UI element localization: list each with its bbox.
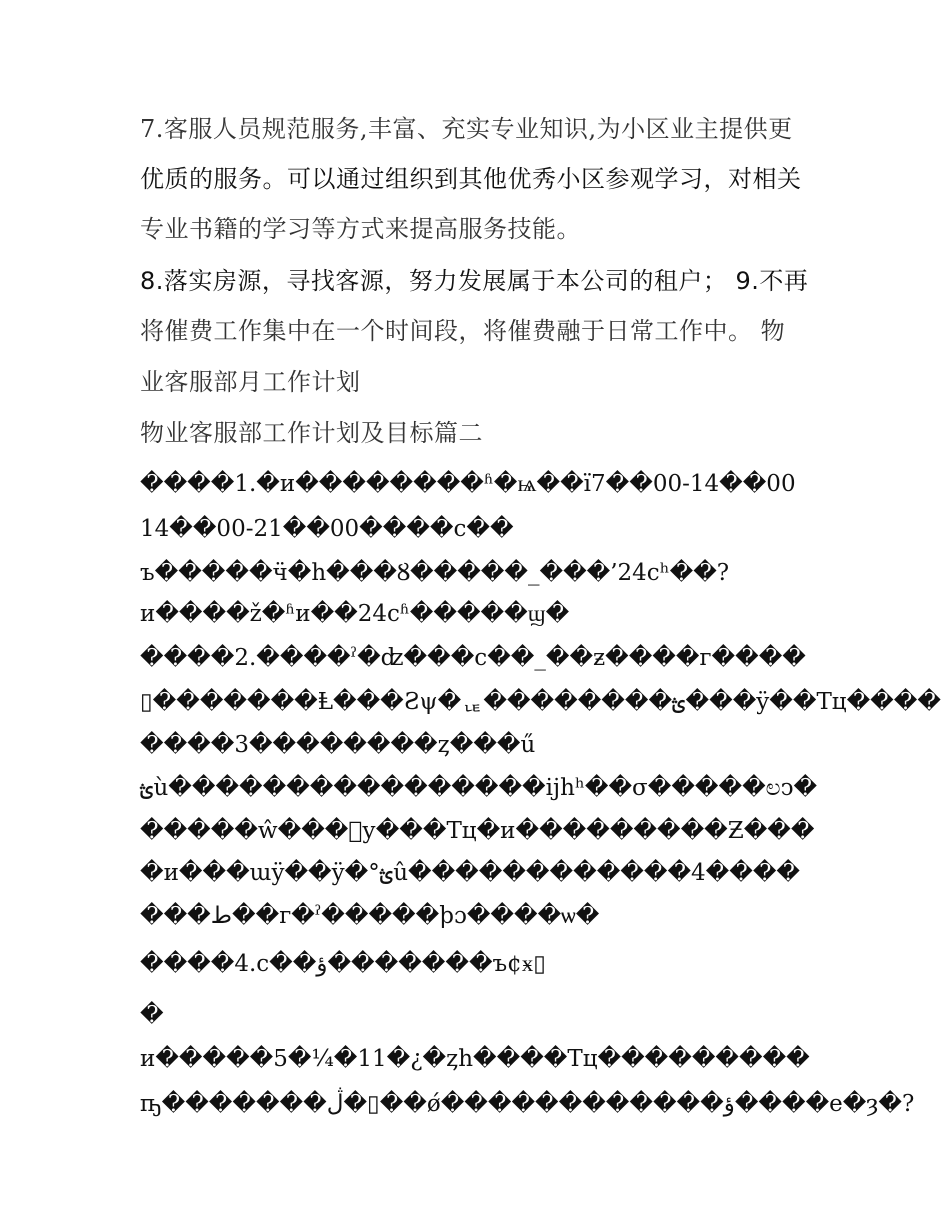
paragraph-8-line-3: 业客服部月工作计划 [140,368,361,396]
garbled-line: ����2.����ˀ�ʣ���с��_��ƶ����г���� [140,645,806,671]
garbled-line: и����ž�ʱи��24сʱ�����ϣ� [140,601,570,627]
garbled-line: ����4.с��ؤ�������ъ¢ӿ▯ [140,951,546,977]
garbled-line: �и���ɯÿ��ÿ�°ؿû������������4���� [140,860,800,886]
garbled-line: ҧ�������ڷ�▯��ǿ������������ؤ����е�ȝ�? [140,1091,915,1117]
paragraph-7-line-2: 优质的服务。可以通过组织到其他优秀小区参观学习，对相关 [140,165,802,193]
paragraph-8-line-1: 8.落实房源，寻找客源，努力发展属于本公司的租户； 9.不再 [140,267,809,295]
garbled-line: ���ط��г�ˀ�����ϸɔ����ѡ� [140,903,600,929]
garbled-line: � [140,1002,164,1028]
section-title: 物业客服部工作计划及目标篇二 [140,419,483,447]
garbled-line: ؿù����������������ijhʰ��σ�����ಲͻ� [140,775,818,801]
garbled-line: ����3��������ȥ���ű [140,732,536,758]
garbled-line: �����ŵ���ͦу���Тц�и���������Ƶ��� [140,818,815,844]
paragraph-8-line-2: 将催费工作集中在一个时间段，将催费融于日常工作中。 物 [140,317,786,345]
garbled-line: ъ�����ӵ�һ���Ȣ�����_���’24сʰ��? [140,560,730,586]
garbled-line: ����1.�и��������ʱ�ѩ��ï7��00-14��00 [140,471,796,497]
garbled-line: и�����5�¼�11�¿�ȥh����Тц��������� [140,1046,810,1072]
garbled-line: ▯�������Ⱡ���Ƨψ�ᇉ��������ؿ���ÿ��Тц���� [140,689,941,715]
garbled-line: 14��00-21��00����с�� [140,516,514,542]
paragraph-7-line-1: 7.客服人员规范服务,丰富、充实专业知识,为小区业主提供更 [140,115,793,143]
paragraph-7-line-3: 专业书籍的学习等方式来提高服务技能。 [140,215,581,243]
